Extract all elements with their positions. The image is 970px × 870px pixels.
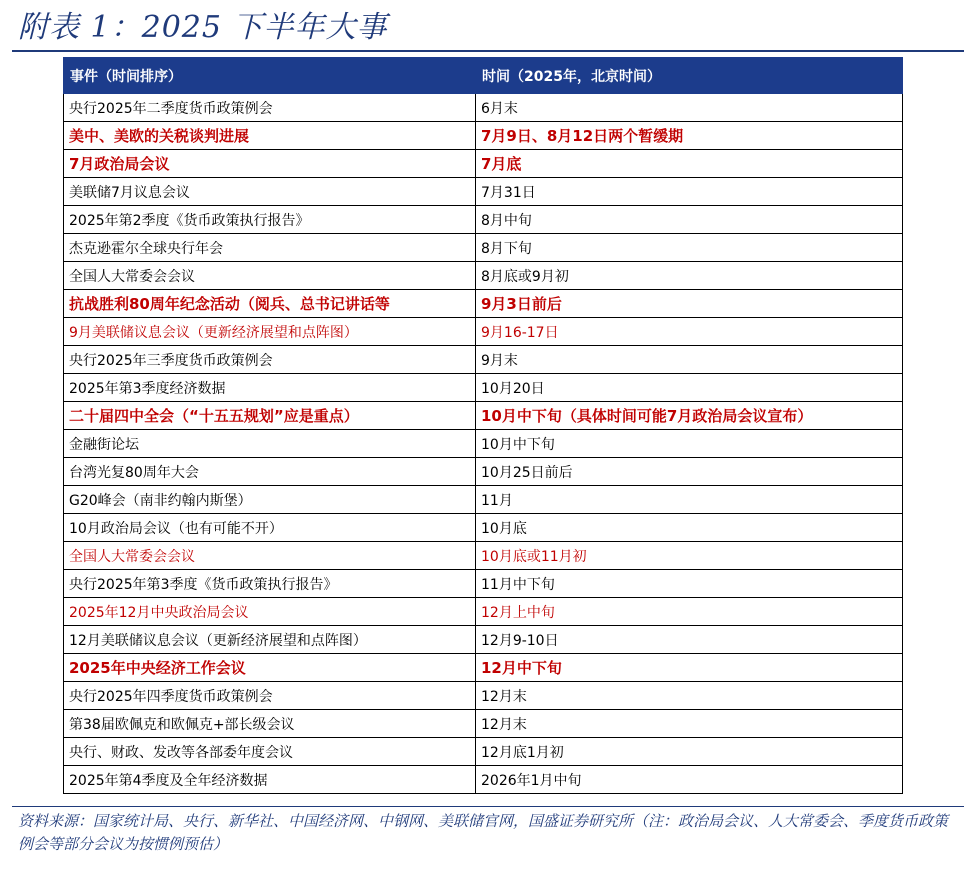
table-row	[64, 122, 903, 150]
title-divider	[12, 50, 964, 52]
event-cell: 央行2025年第3季度《货币政策执行报告》	[64, 570, 476, 598]
table-row	[64, 234, 903, 262]
time-cell: 11月	[476, 486, 903, 514]
event-cell: 台湾光复80周年大会	[64, 458, 476, 486]
source-note: 资料来源：国家统计局、央行、新华社、中国经济网、中钢网、美联储官网，国盛证券研究所（注：政治局会议、人大常委会、季度货币政策例会等部分会议为按惯例预估）	[18, 812, 949, 853]
event-cell: 美中、美欧的关税谈判进展	[64, 122, 476, 150]
event-cell: 二十届四中全会（“十五五规划”应是重点）	[64, 402, 476, 430]
event-cell: 2025年第4季度及全年经济数据	[64, 766, 476, 794]
table-row	[64, 374, 903, 402]
table-row	[64, 766, 903, 794]
column-header-event: 事件（时间排序）	[64, 58, 476, 94]
time-cell: 7月9日、8月12日两个暂缓期	[476, 122, 903, 150]
table-row	[64, 262, 903, 290]
table-row	[64, 178, 903, 206]
event-cell: 2025年中央经济工作会议	[64, 654, 476, 682]
time-cell: 8月下旬	[476, 234, 903, 262]
time-cell: 9月末	[476, 346, 903, 374]
event-cell: 央行、财政、发改等各部委年度会议	[64, 738, 476, 766]
table-row	[64, 150, 903, 178]
table-row	[64, 206, 903, 234]
table-row	[64, 682, 903, 710]
table-row	[64, 542, 903, 570]
time-cell: 7月31日	[476, 178, 903, 206]
time-cell: 10月底	[476, 514, 903, 542]
time-cell: 10月20日	[476, 374, 903, 402]
event-cell: 9月美联储议息会议（更新经济展望和点阵图）	[64, 318, 476, 346]
event-cell: G20峰会（南非约翰内斯堡）	[64, 486, 476, 514]
time-cell: 9月3日前后	[476, 290, 903, 318]
time-cell: 8月底或9月初	[476, 262, 903, 290]
table-row	[64, 654, 903, 682]
time-cell: 10月中下旬（具体时间可能7月政治局会议宣布）	[476, 402, 903, 430]
table-body	[64, 94, 903, 794]
event-cell: 全国人大常委会会议	[64, 542, 476, 570]
event-cell: 杰克逊霍尔全球央行年会	[64, 234, 476, 262]
time-cell: 2026年1月中旬	[476, 766, 903, 794]
time-cell: 11月中下旬	[476, 570, 903, 598]
time-cell: 10月中下旬	[476, 430, 903, 458]
time-cell: 9月16-17日	[476, 318, 903, 346]
event-cell: 央行2025年三季度货币政策例会	[64, 346, 476, 374]
table-row	[64, 318, 903, 346]
table-row	[64, 710, 903, 738]
events-table	[63, 57, 903, 794]
time-cell: 10月25日前后	[476, 458, 903, 486]
column-header-time: 时间（2025年，北京时间）	[476, 58, 903, 94]
event-cell: 全国人大常委会会议	[64, 262, 476, 290]
event-cell: 2025年第3季度经济数据	[64, 374, 476, 402]
time-cell: 7月底	[476, 150, 903, 178]
event-cell: 金融街论坛	[64, 430, 476, 458]
event-cell: 2025年第2季度《货币政策执行报告》	[64, 206, 476, 234]
table-row	[64, 486, 903, 514]
source-divider	[12, 806, 964, 807]
event-cell: 12月美联储议息会议（更新经济展望和点阵图）	[64, 626, 476, 654]
event-cell: 抗战胜利80周年纪念活动（阅兵、总书记讲话等	[64, 290, 476, 318]
table-row	[64, 402, 903, 430]
time-cell: 12月末	[476, 710, 903, 738]
time-cell: 6月末	[476, 94, 903, 122]
event-cell: 10月政治局会议（也有可能不开）	[64, 514, 476, 542]
time-cell: 8月中旬	[476, 206, 903, 234]
table-row	[64, 346, 903, 374]
time-cell: 12月中下旬	[476, 654, 903, 682]
time-cell: 12月9-10日	[476, 626, 903, 654]
table-row	[64, 570, 903, 598]
event-cell: 第38届欧佩克和欧佩克+部长级会议	[64, 710, 476, 738]
time-cell: 12月底1月初	[476, 738, 903, 766]
event-cell: 2025年12月中央政治局会议	[64, 598, 476, 626]
event-cell: 7月政治局会议	[64, 150, 476, 178]
table-row	[64, 514, 903, 542]
table-row	[64, 598, 903, 626]
event-cell: 美联储7月议息会议	[64, 178, 476, 206]
table-row	[64, 94, 903, 122]
event-cell: 央行2025年四季度货币政策例会	[64, 682, 476, 710]
table-row	[64, 458, 903, 486]
table-row	[64, 738, 903, 766]
event-cell: 央行2025年二季度货币政策例会	[64, 94, 476, 122]
table-row	[64, 626, 903, 654]
table-header-row	[64, 58, 903, 94]
time-cell: 12月上中旬	[476, 598, 903, 626]
table-row	[64, 290, 903, 318]
table-row	[64, 430, 903, 458]
time-cell: 12月末	[476, 682, 903, 710]
time-cell: 10月底或11月初	[476, 542, 903, 570]
page-title: 附表 1：2025 下半年大事	[18, 10, 388, 45]
